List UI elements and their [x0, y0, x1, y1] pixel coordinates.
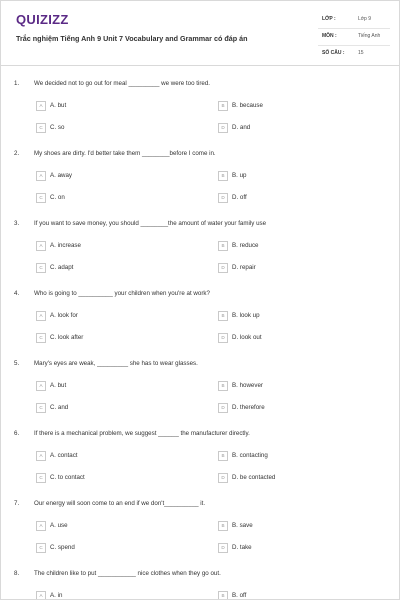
- option-letter-box: D: [218, 263, 228, 273]
- question-stem: [1, 80, 399, 90]
- question-stem: [1, 290, 399, 300]
- option-letter-box: C: [36, 543, 46, 553]
- option-letter-box: B: [218, 311, 228, 321]
- option-letter-box: D: [218, 333, 228, 343]
- question-number: 6.: [14, 430, 20, 437]
- question-text: My shoes are dirty. I'd better take them ________before I come in.: [34, 150, 216, 157]
- option-letter-box: A: [36, 171, 46, 181]
- option-text: D. take: [232, 544, 252, 551]
- question-number: 7.: [14, 500, 20, 507]
- option-text: B. off: [232, 592, 247, 599]
- question-number: 8.: [14, 570, 20, 577]
- option-text: C. to contact: [50, 474, 85, 481]
- option-letter-box: B: [218, 381, 228, 391]
- meta-value: Lớp 9: [358, 16, 372, 22]
- question-number: 2.: [14, 150, 20, 157]
- question-item: [1, 284, 399, 354]
- meta-row-class: [318, 12, 390, 29]
- meta-row-count: [318, 46, 390, 62]
- quizizz-logo: QUIZIZZ: [16, 12, 69, 27]
- worksheet-title: Trắc nghiệm Tiếng Anh 9 Unit 7 Vocabulary and Grammar có đáp án: [16, 34, 248, 43]
- question-number: 5.: [14, 360, 20, 367]
- option-text: D. look out: [232, 334, 262, 341]
- option-letter-box: B: [218, 101, 228, 111]
- option-letter-box: C: [36, 403, 46, 413]
- worksheet-header: [1, 1, 399, 67]
- question-text: If there is a mechanical problem, we suggest ______ the manufacturer directly.: [34, 430, 250, 437]
- option-letter-box: D: [218, 473, 228, 483]
- option-letter-box: A: [36, 591, 46, 600]
- option-letter-box: A: [36, 311, 46, 321]
- option-text: A. but: [50, 102, 67, 109]
- option-text: B. look up: [232, 312, 260, 319]
- option-letter-box: D: [218, 403, 228, 413]
- option-letter-box: C: [36, 263, 46, 273]
- question-number: 1.: [14, 80, 20, 87]
- option-text: D. be contacted: [232, 474, 276, 481]
- option-letter-box: C: [36, 333, 46, 343]
- question-text: The children like to put ___________ nice clothes when they go out.: [34, 570, 221, 577]
- question-text: If you want to save money, you should ________the amount of water your family use: [34, 220, 267, 227]
- meta-row-subject: [318, 29, 390, 46]
- option-text: D. therefore: [232, 404, 265, 411]
- option-text: A. but: [50, 382, 67, 389]
- question-list: [1, 74, 399, 600]
- meta-label: SỐ CÂU :: [322, 50, 345, 56]
- question-text: We decided not to go out for meal _________ we were too tired.: [34, 80, 210, 87]
- option-text: B. save: [232, 522, 253, 529]
- question-text: Our energy will soon come to an end if we don't__________ it.: [34, 500, 206, 507]
- option-text: C. adapt: [50, 264, 74, 271]
- question-text: Mary's eyes are weak, _________ she has to wear glasses.: [34, 360, 198, 367]
- option-text: C. on: [50, 194, 65, 201]
- option-letter-box: D: [218, 123, 228, 133]
- option-text: B. contacting: [232, 452, 268, 459]
- option-letter-box: B: [218, 521, 228, 531]
- option-text: C. look after: [50, 334, 84, 341]
- option-text: B. because: [232, 102, 263, 109]
- option-text: A. in: [50, 592, 63, 599]
- question-item: [1, 214, 399, 284]
- question-stem: [1, 220, 399, 230]
- question-item: [1, 74, 399, 144]
- question-stem: [1, 430, 399, 440]
- option-letter-box: B: [218, 171, 228, 181]
- question-stem: [1, 500, 399, 510]
- meta-box: [318, 12, 390, 62]
- option-text: A. contact: [50, 452, 78, 459]
- question-item: [1, 144, 399, 214]
- option-text: A. use: [50, 522, 68, 529]
- question-stem: [1, 570, 399, 580]
- option-text: D. repair: [232, 264, 256, 271]
- option-letter-box: C: [36, 473, 46, 483]
- meta-value: 15: [358, 50, 364, 56]
- option-text: C. spend: [50, 544, 75, 551]
- option-text: C. and: [50, 404, 69, 411]
- option-letter-box: C: [36, 123, 46, 133]
- option-letter-box: B: [218, 451, 228, 461]
- header-divider: [1, 65, 399, 66]
- option-text: C. so: [50, 124, 65, 131]
- question-item: [1, 494, 399, 564]
- option-text: A. look for: [50, 312, 78, 319]
- option-text: A. away: [50, 172, 73, 179]
- option-letter-box: A: [36, 381, 46, 391]
- option-letter-box: A: [36, 101, 46, 111]
- question-item: [1, 424, 399, 494]
- question-text: Who is going to __________ your children when you're at work?: [34, 290, 210, 297]
- option-letter-box: A: [36, 521, 46, 531]
- option-text: A. increase: [50, 242, 81, 249]
- question-number: 3.: [14, 220, 20, 227]
- option-text: B. however: [232, 382, 263, 389]
- question-stem: [1, 360, 399, 370]
- option-letter-box: A: [36, 451, 46, 461]
- option-letter-box: D: [218, 193, 228, 203]
- option-text: B. up: [232, 172, 247, 179]
- question-number: 4.: [14, 290, 20, 297]
- option-letter-box: D: [218, 543, 228, 553]
- meta-value: Tiếng Anh: [358, 33, 381, 39]
- meta-label: LỚP :: [322, 16, 336, 22]
- option-text: B. reduce: [232, 242, 259, 249]
- option-text: D. and: [232, 124, 251, 131]
- option-letter-box: A: [36, 241, 46, 251]
- question-item: [1, 564, 399, 600]
- question-stem: [1, 150, 399, 160]
- option-letter-box: B: [218, 241, 228, 251]
- option-letter-box: C: [36, 193, 46, 203]
- option-letter-box: B: [218, 591, 228, 600]
- question-item: [1, 354, 399, 424]
- option-text: D. off: [232, 194, 247, 201]
- meta-label: MÔN :: [322, 33, 337, 39]
